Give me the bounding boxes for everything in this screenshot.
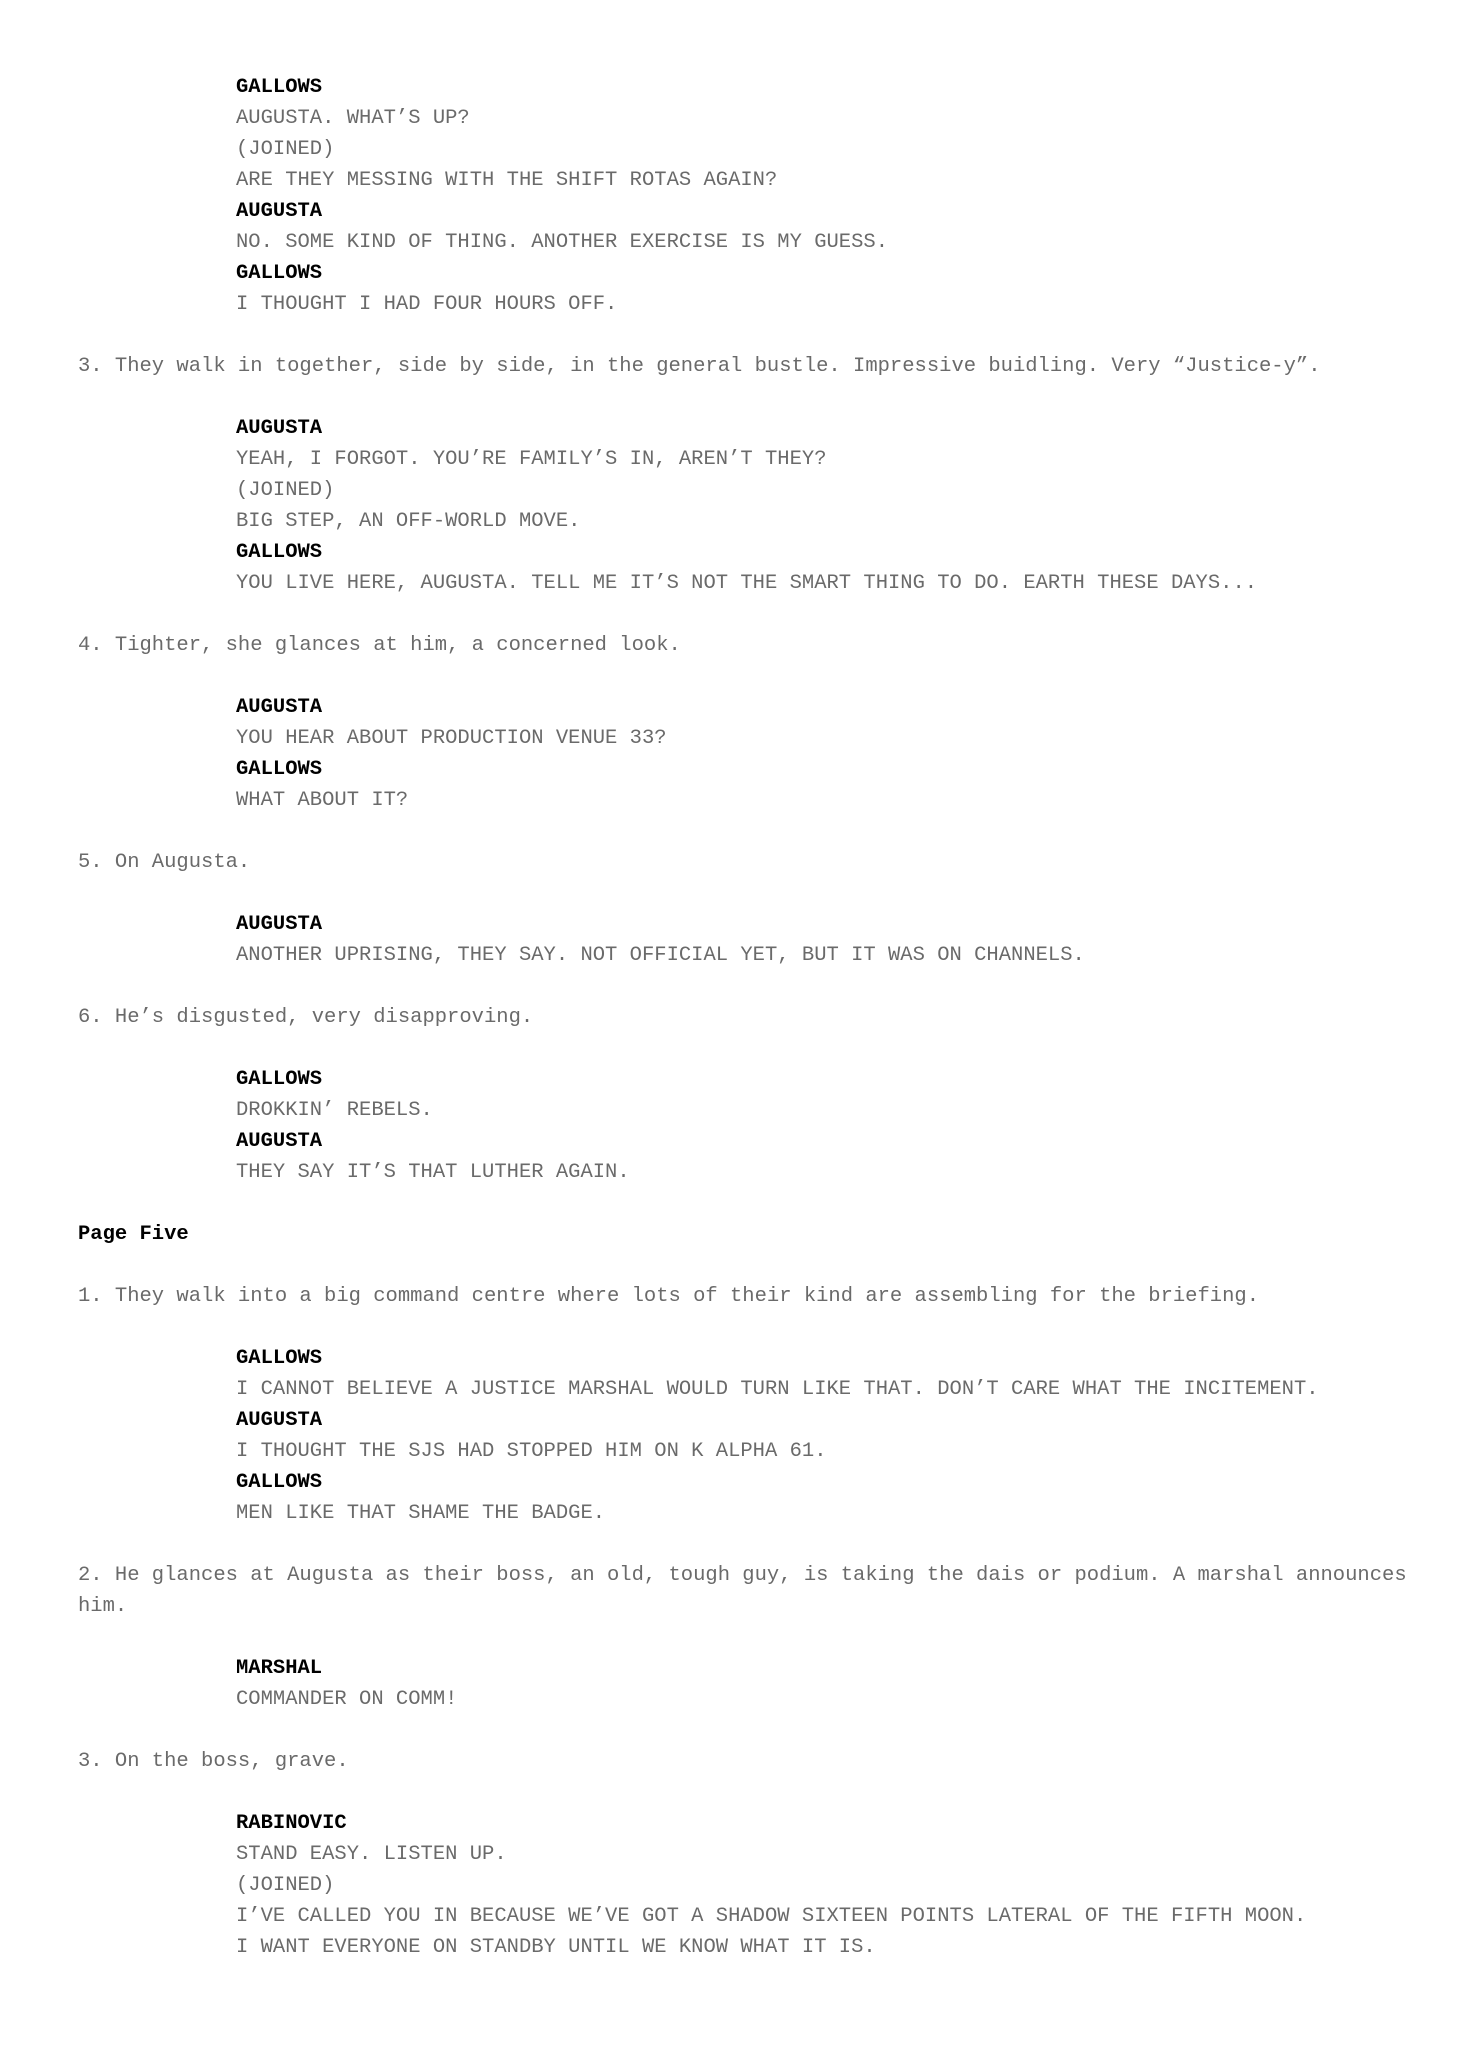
character-name: GALLOWS <box>236 1471 323 1494</box>
character-name: GALLOWS <box>236 541 323 564</box>
dialogue-line: STAND EASY. LISTEN UP. <box>236 1843 507 1866</box>
dialogue-line: I CANNOT BELIEVE A JUSTICE MARSHAL WOULD TURN LIKE THAT. DON’T CARE WHAT THE INCITEMENT. <box>236 1378 1319 1401</box>
character-name: GALLOWS <box>236 76 323 99</box>
character-name: RABINOVIC <box>236 1812 347 1835</box>
character-name: AUGUSTA <box>236 200 323 223</box>
dialogue-line: COMMANDER ON COMM! <box>236 1688 458 1711</box>
page-heading: Page Five <box>78 1223 189 1246</box>
character-name: GALLOWS <box>236 1347 323 1370</box>
dialogue-line: YOU LIVE HERE, AUGUSTA. TELL ME IT’S NOT THE SMART THING TO DO. EARTH THESE DAYS... <box>236 572 1258 595</box>
dialogue-block <box>0 1064 1478 1188</box>
script-page <box>0 72 1478 1963</box>
dialogue-block <box>0 72 1478 320</box>
character-name: AUGUSTA <box>236 1130 323 1153</box>
dialogue-line: I’VE CALLED YOU IN BECAUSE WE’VE GOT A SHADOW SIXTEEN POINTS LATERAL OF THE FIFTH MOON. <box>236 1905 1307 1928</box>
character-name: AUGUSTA <box>236 696 323 719</box>
dialogue-line: THEY SAY IT’S THAT LUTHER AGAIN. <box>236 1161 630 1184</box>
dialogue-block <box>0 413 1478 599</box>
dialogue-line: WHAT ABOUT IT? <box>236 789 409 812</box>
character-name: GALLOWS <box>236 758 323 781</box>
panel-description: 5. On Augusta. <box>78 851 251 874</box>
dialogue-line: ANOTHER UPRISING, THEY SAY. NOT OFFICIAL YET, BUT IT WAS ON CHANNELS. <box>236 944 1085 967</box>
character-name: AUGUSTA <box>236 913 323 936</box>
dialogue-line: DROKKIN’ REBELS. <box>236 1099 433 1122</box>
dialogue-line: MEN LIKE THAT SHAME THE BADGE. <box>236 1502 606 1525</box>
dialogue-block <box>0 1343 1478 1529</box>
panel-description: 4. Tighter, she glances at him, a concerned look. <box>78 634 681 657</box>
dialogue-line: YEAH, I FORGOT. YOU’RE FAMILY’S IN, AREN’T THEY? <box>236 448 827 471</box>
character-name: AUGUSTA <box>236 417 323 440</box>
character-name: MARSHAL <box>236 1657 323 1680</box>
parenthetical: (JOINED) <box>236 479 335 502</box>
dialogue-block <box>0 692 1478 816</box>
panel-description: 6. He’s disgusted, very disapproving. <box>78 1006 534 1029</box>
dialogue-line: I WANT EVERYONE ON STANDBY UNTIL WE KNOW WHAT IT IS. <box>236 1936 876 1959</box>
character-name: AUGUSTA <box>236 1409 323 1432</box>
dialogue-block <box>0 1808 1478 1963</box>
character-name: GALLOWS <box>236 1068 323 1091</box>
dialogue-line: YOU HEAR ABOUT PRODUCTION VENUE 33? <box>236 727 667 750</box>
panel-description: 3. They walk in together, side by side, in the general bustle. Impressive buidling. Very “Justice-y”. <box>78 355 1321 378</box>
dialogue-line: I THOUGHT THE SJS HAD STOPPED HIM ON K ALPHA 61. <box>236 1440 827 1463</box>
parenthetical: (JOINED) <box>236 1874 335 1897</box>
panel-description: 2. He glances at Augusta as their boss, an old, tough guy, is taking the dais or podium. A marshal announces him. <box>78 1564 1407 1618</box>
dialogue-line: ARE THEY MESSING WITH THE SHIFT ROTAS AGAIN? <box>236 169 778 192</box>
dialogue-block <box>0 1653 1478 1715</box>
dialogue-block <box>0 909 1478 971</box>
character-name: GALLOWS <box>236 262 323 285</box>
dialogue-line: NO. SOME KIND OF THING. ANOTHER EXERCISE IS MY GUESS. <box>236 231 889 254</box>
dialogue-line: BIG STEP, AN OFF-WORLD MOVE. <box>236 510 581 533</box>
parenthetical: (JOINED) <box>236 138 335 161</box>
dialogue-line: I THOUGHT I HAD FOUR HOURS OFF. <box>236 293 618 316</box>
panel-description: 1. They walk into a big command centre where lots of their kind are assembling for the briefing. <box>78 1285 1259 1308</box>
panel-description: 3. On the boss, grave. <box>78 1750 349 1773</box>
dialogue-line: AUGUSTA. WHAT’S UP? <box>236 107 470 130</box>
